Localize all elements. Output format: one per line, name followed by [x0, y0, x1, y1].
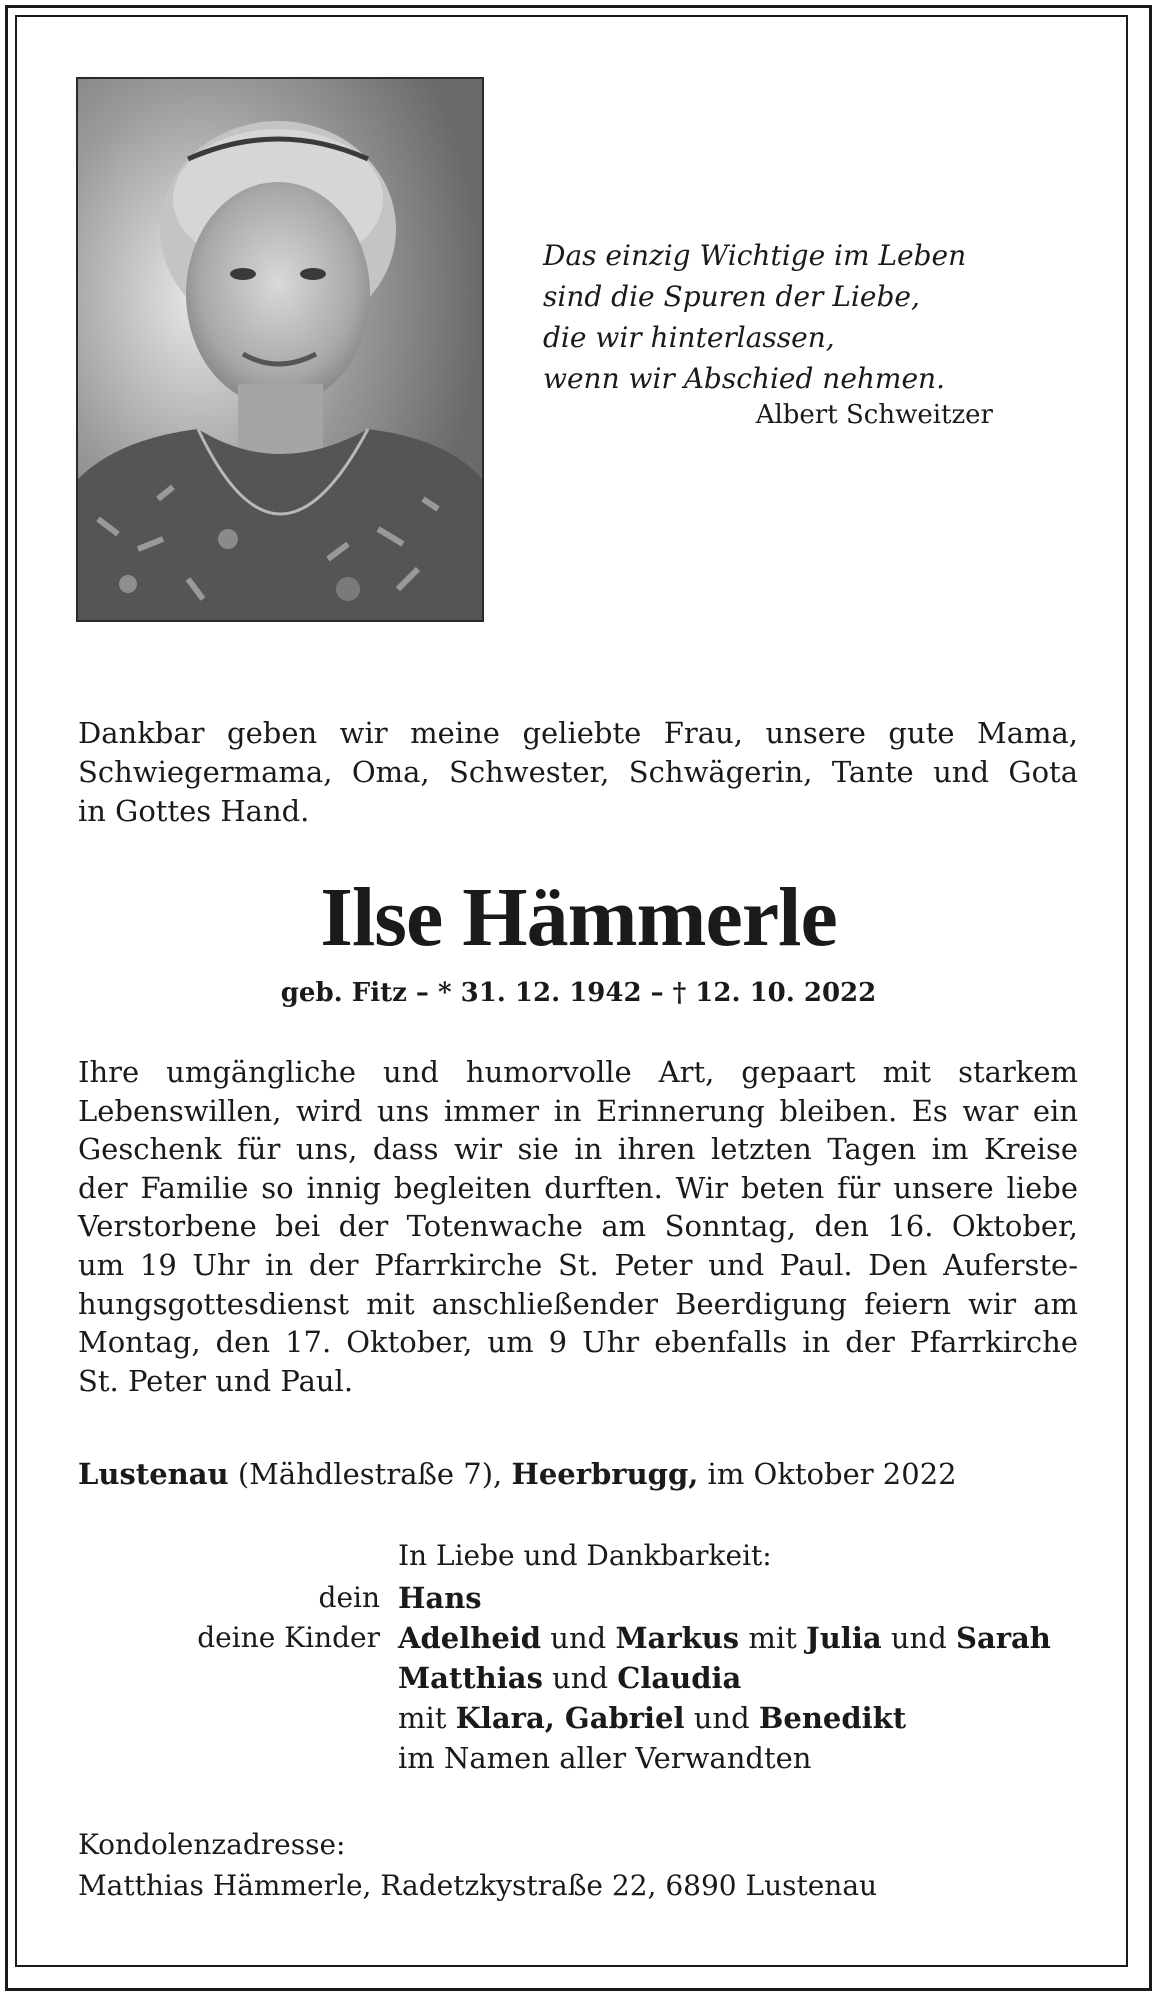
grandchild-name: Benedikt: [758, 1701, 907, 1735]
body-line: Verstorbene bei der Totenwache am Sonntag, den 16. Oktober,: [78, 1209, 1078, 1244]
memorial-quote: [543, 235, 1013, 399]
spouse-row: [398, 1578, 482, 1618]
grandchild-names: Klara, Gabriel: [455, 1701, 685, 1735]
conjunction: und: [881, 1621, 956, 1655]
quote-line: die wir hinterlassen,: [543, 321, 835, 354]
date-text: im Oktober 2022: [698, 1457, 957, 1491]
body-line: Ihre umgängliche und humorvolle Art, gepaart mit starkem: [78, 1055, 1078, 1089]
body-line: Lebenswillen, wird uns immer in Erinnerung bleiben. Es war ein: [78, 1093, 1078, 1128]
condolence-label: Kondolenzadresse:: [78, 1828, 346, 1861]
grandchild-name: Julia: [806, 1621, 882, 1655]
body-line: Montag, den 17. Oktober, um 9 Uhr ebenfalls in der Pfarrkirche: [78, 1325, 1078, 1360]
child-name: Adelheid: [398, 1621, 542, 1655]
body-line: St. Peter und Paul.: [78, 1363, 354, 1398]
conjunction: mit: [398, 1701, 456, 1735]
body-line: der Familie so innig begleiten durften. Wir beten für unsere liebe: [78, 1170, 1078, 1205]
children-row-2: [398, 1658, 741, 1698]
portrait-photo: [76, 77, 484, 622]
body-line: um 19 Uhr in der Pfarrkirche St. Peter und Paul. Den Auferste-: [78, 1247, 1078, 1282]
partner-name: Claudia: [617, 1661, 742, 1695]
intro-line: Schwiegermama, Oma, Schwester, Schwägerin, Tante und Gota: [78, 755, 1078, 789]
deceased-dates: geb. Fitz – * 31. 12. 1942 – † 12. 10. 2022: [280, 978, 877, 1008]
conjunction: und: [541, 1621, 616, 1655]
label-children: deine Kinder: [197, 1621, 380, 1654]
condolence-address: Matthias Hämmerle, Radetzkystraße 22, 6890 Lustenau: [78, 1869, 878, 1902]
partner-name: Markus: [615, 1621, 740, 1655]
place-date-line: [78, 1454, 1078, 1494]
town-heerbrugg: Heerbrugg,: [511, 1457, 699, 1491]
child-name: Matthias: [398, 1661, 543, 1695]
grandchildren-row: [398, 1698, 906, 1738]
spouse-name: Hans: [398, 1581, 482, 1615]
address-lustenau: (Mähdlestraße 7),: [228, 1457, 512, 1491]
obituary-body: [78, 1053, 1078, 1400]
quote-line: sind die Spuren der Liebe,: [543, 280, 920, 313]
intro-line: in Gottes Hand.: [78, 794, 310, 828]
intro-text: [78, 714, 1078, 831]
relatives-row: im Namen aller Verwandten: [398, 1741, 812, 1775]
conjunction: mit: [739, 1621, 806, 1655]
quote-author: Albert Schweitzer: [755, 400, 993, 430]
grandchild-name: Sarah: [956, 1621, 1051, 1655]
town-lustenau: Lustenau: [78, 1457, 229, 1491]
signature-heading: In Liebe und Dankbarkeit:: [398, 1539, 772, 1572]
conjunction: und: [684, 1701, 759, 1735]
deceased-name: Ilse Hämmerle: [320, 871, 837, 964]
children-row-1: [398, 1618, 1051, 1658]
quote-line: wenn wir Abschied nehmen.: [543, 362, 945, 395]
body-line: Geschenk für uns, dass wir sie in ihren letzten Tagen im Kreise: [78, 1132, 1078, 1167]
conjunction: und: [542, 1661, 618, 1695]
intro-line: Dankbar geben wir meine geliebte Frau, unsere gute Mama,: [78, 716, 1078, 750]
body-line: hungsgottesdienst mit anschließender Beerdigung feiern wir am: [78, 1286, 1078, 1321]
label-spouse: dein: [318, 1581, 380, 1614]
quote-line: Das einzig Wichtige im Leben: [543, 239, 967, 272]
